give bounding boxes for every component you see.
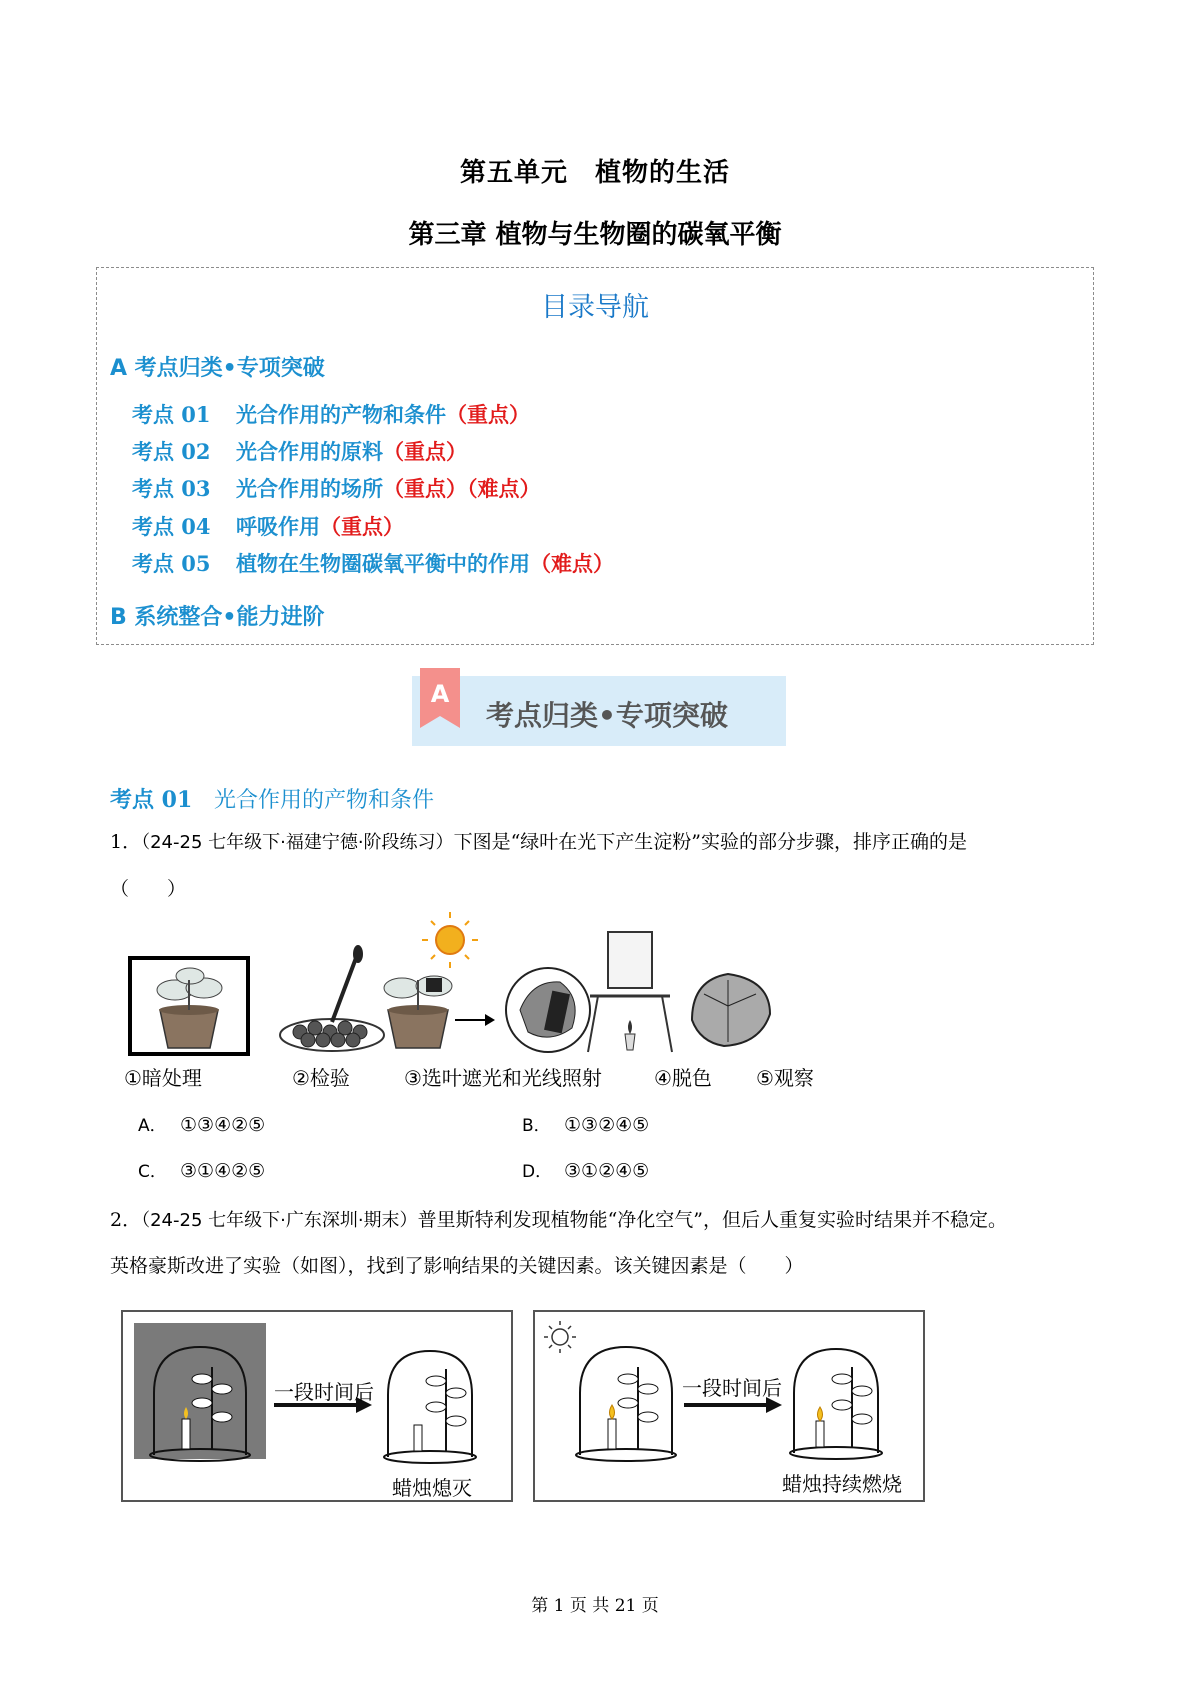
candle-icon: [816, 1421, 824, 1447]
q1-figure: [120, 910, 840, 1060]
question-number: 1．: [110, 831, 142, 853]
chapter-title: 第三章 植物与生物圈的碳氧平衡: [408, 220, 782, 250]
flower-pot-icon: [388, 1010, 448, 1048]
q2-right-arrow-label: 一段时间后: [682, 1376, 782, 1400]
banner-text: 考点归类•专项突破: [486, 699, 728, 732]
candle-icon: [414, 1425, 422, 1451]
toc-item-num: 考点 04: [132, 514, 211, 539]
q1-figure-label-5: ⑤观察: [756, 1066, 814, 1090]
section-banner: [412, 668, 786, 753]
toc-item-01[interactable]: [132, 399, 530, 429]
option-text: ③①④②⑤: [180, 1160, 266, 1182]
toc-item-04[interactable]: [132, 511, 404, 541]
dropper-icon: [332, 958, 356, 1022]
banner-letter: A: [430, 680, 450, 708]
beaker-icon: [608, 932, 652, 988]
option-label: C．: [138, 1162, 167, 1182]
toc-title: 目录导航: [541, 292, 649, 323]
q1-figure-label-1: ①暗处理: [124, 1066, 202, 1090]
option-text: ③①②④⑤: [564, 1160, 650, 1182]
flower-pot-icon: [160, 1010, 218, 1048]
toc-item-num: 考点 01: [132, 402, 211, 427]
kaodian-num: 考点 01: [110, 787, 193, 813]
toc-item-tag: （难点）: [530, 551, 614, 576]
toc-item-05[interactable]: [132, 548, 614, 578]
option-b[interactable]: [522, 1111, 649, 1136]
toc-item-text: 光合作用的场所: [236, 476, 383, 501]
question-source: （24-25 七年级下·福建宁德·阶段练习）: [141, 832, 454, 853]
toc-item-text: 光合作用的产物和条件: [236, 402, 446, 427]
question-source: （24-25 七年级下·广东深圳·期末）: [141, 1210, 418, 1231]
q1-figure-label-3: ③选叶遮光和光线照射: [404, 1066, 602, 1090]
option-text: ①③④②⑤: [180, 1114, 266, 1136]
toc-section-a[interactable]: A 考点归类•专项突破: [110, 356, 325, 381]
leaf-icon: [692, 974, 770, 1046]
q1-figure-label-2: ②检验: [292, 1066, 350, 1090]
option-label: B．: [522, 1116, 551, 1136]
option-label: D．: [522, 1162, 553, 1182]
candle-icon: [608, 1419, 616, 1449]
kaodian-heading: [110, 783, 434, 814]
question-number: 2．: [110, 1209, 142, 1231]
question-1: [110, 828, 967, 857]
question-stem: 下图是“绿叶在光下产生淀粉”实验的部分步骤，排序正确的是: [453, 831, 967, 853]
candle-icon: [182, 1419, 190, 1449]
option-d[interactable]: [522, 1157, 649, 1182]
option-label: A．: [138, 1116, 167, 1136]
toc-item-tag: （重点）: [446, 402, 530, 427]
sun-icon: [436, 926, 464, 954]
toc-item-text: 植物在生物圈碳氧平衡中的作用: [236, 551, 530, 576]
kaodian-text: 光合作用的产物和条件: [214, 788, 435, 813]
option-a[interactable]: [138, 1111, 265, 1136]
toc-item-02[interactable]: [132, 436, 467, 466]
q2-left-arrow-label: 一段时间后: [274, 1380, 374, 1404]
toc-item-tag: （重点）（难点）: [383, 476, 541, 501]
banner-graphic: [412, 668, 786, 753]
question-2-line-2: 英格豪斯改进了实验（如图），找到了影响结果的关键因素。该关键因素是（ ）: [110, 1255, 804, 1277]
toc-item-num: 考点 05: [132, 551, 211, 576]
unit-title: 第五单元 植物的生活: [459, 158, 730, 188]
question-1-paren: （ ）: [110, 878, 187, 900]
question-line-1: 普里斯特利发现植物能“净化空气”，但后人重复实验时结果并不稳定。: [417, 1209, 1007, 1231]
toc-item-num: 考点 03: [132, 476, 211, 501]
q1-figure-label-4: ④脱色: [654, 1066, 712, 1090]
q2-right-result: 蜡烛持续燃烧: [782, 1472, 902, 1496]
page-footer: 第 1 页 共 21 页: [531, 1596, 659, 1616]
toc-item-text: 光合作用的原料: [236, 439, 383, 464]
option-c[interactable]: [138, 1157, 265, 1182]
toc-section-b[interactable]: B 系统整合•能力进阶: [110, 605, 325, 630]
alcohol-lamp-icon: [625, 1034, 635, 1050]
toc-item-tag: （重点）: [320, 514, 404, 539]
toc-item-text: 呼吸作用: [236, 514, 320, 539]
question-2: [110, 1206, 1007, 1235]
toc-item-tag: （重点）: [383, 439, 467, 464]
toc-item-03[interactable]: [132, 473, 541, 503]
toc-item-num: 考点 02: [132, 439, 211, 464]
option-text: ①③②④⑤: [564, 1114, 650, 1136]
q2-left-result: 蜡烛熄灭: [392, 1476, 472, 1500]
